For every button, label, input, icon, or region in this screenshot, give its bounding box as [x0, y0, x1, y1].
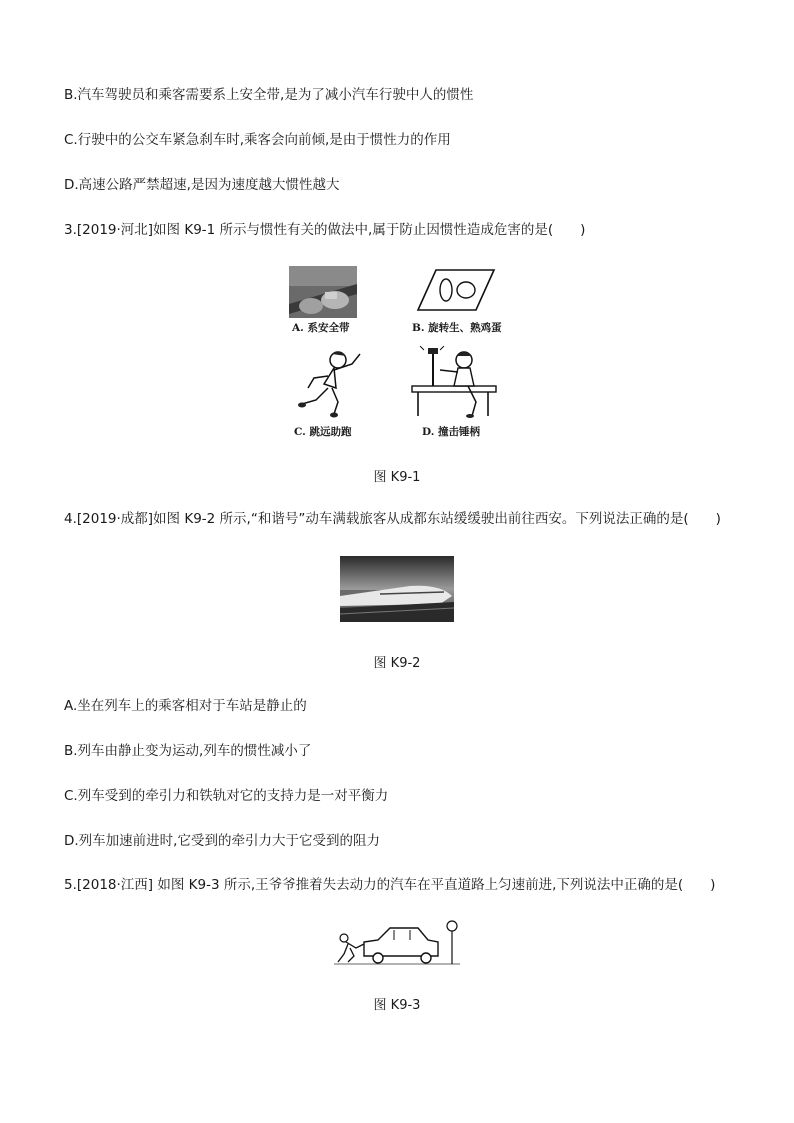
option-q2-b: B.汽车驾驶员和乘客需要系上安全带,是为了减小汽车行驶中人的惯性 [64, 87, 474, 103]
figure-label-a: A. 系安全带 [292, 322, 350, 334]
option-q4-c: C.列车受到的牵引力和铁轨对它的支持力是一对平衡力 [64, 788, 389, 804]
option-q4-a: A.坐在列车上的乘客相对于车站是静止的 [64, 698, 307, 714]
question-5-stem: 5.[2018·江西] 如图 K9-3 所示,王爷爷推着失去动力的汽车在平直道路上匀速前进,下列说法中正确的是( ) [64, 877, 716, 893]
question-4-stem: 4.[2019·成都]如图 K9-2 所示,“和谐号”动车满载旅客从成都东站缓缓驶出前往西安。下列说法正确的是( ) [64, 511, 721, 527]
hammer-bench-drawing [410, 346, 500, 420]
figure-label-c: C. 跳远助跑 [294, 426, 352, 438]
figure-k9-1 [280, 262, 520, 442]
question-3-stem: 3.[2019·河北]如图 K9-1 所示与惯性有关的做法中,属于防止因惯性造成危害的是( ) [64, 222, 586, 238]
option-q2-c: C.行驶中的公交车紧急刹车时,乘客会向前倾,是由于惯性力的作用 [64, 132, 451, 148]
figure-label-b: B. 旋转生、熟鸡蛋 [412, 322, 502, 334]
figure-label-d: D. 撞击锤柄 [422, 426, 481, 438]
high-speed-train-photo [340, 556, 454, 622]
option-q4-d: D.列车加速前进时,它受到的牵引力大于它受到的阻力 [64, 833, 380, 849]
option-q4-b: B.列车由静止变为运动,列车的惯性减小了 [64, 743, 312, 759]
eggs-diagram [416, 268, 496, 312]
seatbelt-photo [289, 266, 357, 318]
pushing-car-drawing [334, 918, 460, 966]
running-boy-drawing [294, 348, 366, 420]
option-q2-d: D.高速公路严禁超速,是因为速度越大惯性越大 [64, 177, 340, 193]
figure-caption-k9-2: 图 K9-2 [373, 656, 421, 671]
figure-caption-k9-1: 图 K9-1 [373, 470, 421, 485]
figure-caption-k9-3: 图 K9-3 [373, 998, 421, 1013]
